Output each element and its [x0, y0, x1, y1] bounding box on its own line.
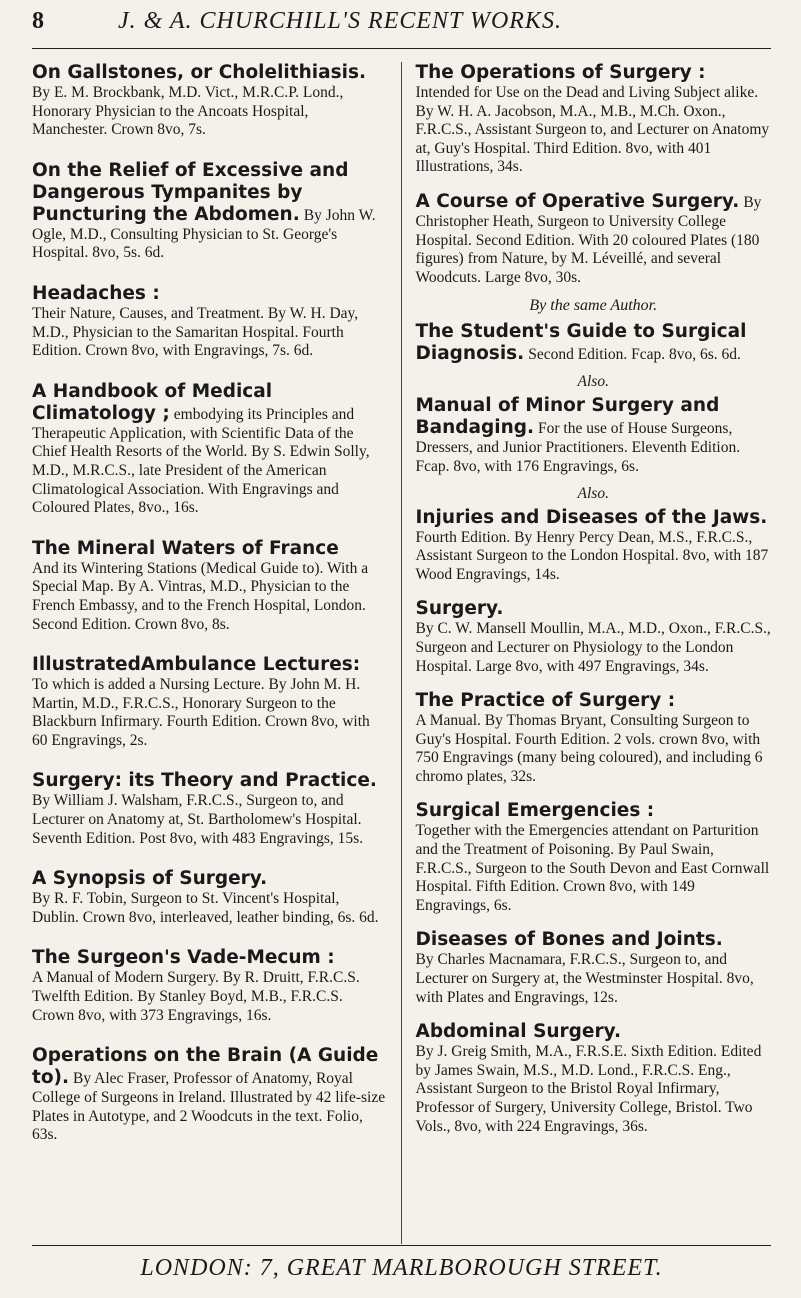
entry-description: By Alec Fraser, Professor of Anatomy, Royal College of Surgeons in Ireland. Illustrated by 42 life-size Plates in Autotype, and 2 Woodcuts in the text. Folio, 63s. [32, 1070, 386, 1144]
entry-description: Intended for Use on the Dead and Living Subject alike. By W. H. A. Jacobson, M.A., M.B., M.Ch. Oxon., F.R.C.S., Assistant Surgeon to, and Lecturer on Anatomy at, Guy's Hospital. Third Edition. 8vo, with 401 Illustrations, 34s. [415, 84, 770, 176]
entry-title: Abdominal Surgery. [415, 1021, 621, 1043]
catalogue-entry [32, 654, 387, 750]
entry-description: By John W. Ogle, M.D., Consulting Physician to St. George's Hospital. 8vo, 5s. 6d. [32, 206, 376, 262]
entry-description: By Charles Macnamara, F.R.C.S., Surgeon to, and Lecturer on Surgery at, the Westminster Hospital. 8vo, with Plates and Engravings, 12s. [415, 951, 754, 1006]
entry-description: By R. F. Tobin, Surgeon to St. Vincent's Hospital, Dublin. Crown 8vo, interleaved, leather binding, 6s. 6d. [32, 890, 379, 926]
entry-title: The Surgeon's Vade-Mecum : [32, 947, 335, 969]
catalogue-entry [416, 1021, 772, 1136]
entry-title: Diseases of Bones and Joints. [415, 929, 723, 951]
entry-title: A Handbook of Medical Climatology ; [32, 380, 273, 424]
catalogue-entry [32, 62, 387, 140]
catalogue-entry [416, 929, 772, 1007]
catalogue-entry [416, 800, 772, 915]
entry-description: By C. W. Mansell Moullin, M.A., M.D., Oxon., F.R.C.S., Surgeon and Lecturer on Physiology to the London Hospital. Large 8vo, with 497 Engravings, 34s. [415, 620, 771, 675]
entry-title: The Mineral Waters of France [32, 537, 339, 559]
entry-title: Surgery: its Theory and Practice. [32, 770, 377, 792]
catalogue-entry [32, 770, 387, 848]
also-note: Also. [577, 373, 609, 391]
entry-title: The Practice of Surgery : [415, 690, 676, 712]
catalogue-entry [32, 160, 387, 263]
catalogue-entry [32, 283, 387, 361]
entry-description: A Manual of Modern Surgery. By R. Druitt, F.R.C.S. Twelfth Edition. By Stanley Boyd, M.B., F.R.C.S. Crown 8vo, with 373 Engravings, 16s. [32, 969, 360, 1024]
catalogue-entry [416, 507, 772, 585]
catalogue-entry [416, 321, 772, 365]
entry-description: And its Wintering Stations (Medical Guide to). With a Special Map. By A. Vintras, M.D., Physician to the French Embassy, and to the French Hospital, London. Second Edition. Crown 8vo, 8s. [32, 559, 369, 633]
entry-description: To which is added a Nursing Lecture. By John M. H. Martin, M.D., F.R.C.S., Honorary Surgeon to the Blackburn Infirmary. Fourth Edition. Crown 8vo, with 60 Engravings, 2s. [32, 676, 370, 749]
entry-description: Second Edition. Fcap. 8vo, 6s. 6d. [528, 346, 741, 364]
entry-description: By E. M. Brockbank, M.D. Vict., M.R.C.P. Lond., Honorary Physician to the Ancoats Hospital, Manchester. Crown 8vo, 7s. [32, 84, 344, 139]
entry-title: Surgical Emergencies : [415, 800, 655, 822]
entry-description: Together with the Emergencies attendant on Parturition and the Treatment of Poisoning. By Paul Swain, F.R.C.S., Surgeon to the South Devon and East Cornwall Hospital. Fifth Edition. Crown 8vo, with 149 Engravings, 6s. [415, 822, 770, 914]
also-note: Also. [577, 484, 609, 502]
entry-description: Fourth Edition. By Henry Percy Dean, M.S., F.R.C.S., Assistant Surgeon to the London Hospital. 8vo, with 187 Wood Engravings, 14s. [415, 528, 769, 583]
entry-title: Manual of Minor Surgery and Bandaging. [415, 395, 720, 439]
catalogue-entry [32, 538, 387, 634]
page-header [32, 8, 771, 49]
entry-description: By Christopher Heath, Surgeon to University College Hospital. Second Edition. With 20 coloured Plates (180 figures) from Nature, by M. Léveillé, and several Woodcuts. Large 8vo, 30s. [415, 193, 762, 286]
entry-title: Surgery. [415, 598, 504, 620]
same-author-byline: By the same Author. [529, 297, 658, 315]
entry-title: A Course of Operative Surgery. [415, 190, 740, 212]
catalogue-entry [416, 62, 772, 177]
catalogue-columns [32, 62, 771, 1244]
entry-description: By J. Greig Smith, M.A., F.R.S.E. Sixth Edition. Edited by James Swain, M.S., M.D. Lond., F.R.C.S. Eng., Assistant Surgeon to the Bristol Royal Infirmary, Professor of Surgery, University College, Bristol. Two Vols., 8vo, with 224 Engravings, 36s. [415, 1043, 762, 1135]
entry-title: The Operations of Surgery : [415, 62, 706, 83]
entry-title: On the Relief of Excessive and Dangerous Tympanites by Puncturing the Abdomen. [32, 159, 349, 225]
entry-description: A Manual. By Thomas Bryant, Consulting Surgeon to Guy's Hospital. Fourth Edition. 2 vols. crown 8vo, with 750 Engravings (many being coloured), and including 6 chromo plates, 32s. [415, 712, 763, 785]
entry-title: Headaches : [32, 282, 160, 304]
entry-description: embodying its Principles and Therapeutic Application, with Scientific Data of the Chief Health Resorts of the World. By S. Edwin Solly, M.D., M.R.C.S., late President of the American Climatological Association. With Engravings and Coloured Plates, 8vo., 16s. [32, 405, 370, 517]
entry-description: Their Nature, Causes, and Treatment. By W. H. Day, M.D., Physician to the Samaritan Hospital. Fourth Edition. Crown 8vo, with Engravings, 7s. 6d. [32, 304, 359, 360]
entry-description: For the use of House Surgeons, Dressers, and Junior Practitioners. Eleventh Edition. Fcap. 8vo, with 176 Engravings, 6s. [415, 420, 741, 475]
catalogue-entry [416, 395, 772, 476]
entry-title: Injuries and Diseases of the Jaws. [415, 506, 768, 528]
catalogue-entry [416, 690, 772, 786]
page-number: 8 [32, 8, 44, 34]
left-column [32, 62, 402, 1244]
catalogue-entry [32, 947, 387, 1025]
catalogue-entry [32, 868, 387, 927]
catalogue-entry [416, 598, 772, 676]
entry-title: On Gallstones, or Cholelithiasis. [32, 62, 366, 83]
entry-title: Operations on the Brain (A Guide to). [32, 1045, 379, 1089]
entry-title: A Synopsis of Surgery. [32, 868, 268, 890]
catalogue-entry [416, 191, 772, 287]
catalogue-entry [32, 381, 387, 518]
entry-description: By William J. Walsham, F.R.C.S., Surgeon to, and Lecturer on Anatomy at, St. Bartholomew's Hospital. Seventh Edition. Post 8vo, with 483 Engravings, 15s. [32, 792, 364, 847]
catalogue-entry [32, 1045, 387, 1145]
publisher-imprint: LONDON: 7, GREAT MARLBOROUGH STREET. [32, 1245, 771, 1290]
running-title: J. & A. CHURCHILL'S RECENT WORKS. [118, 8, 562, 34]
right-column [402, 62, 772, 1244]
entry-title: The Student's Guide to Surgical Diagnosis. [415, 321, 747, 365]
entry-title: IllustratedAmbulance Lectures: [32, 654, 361, 676]
